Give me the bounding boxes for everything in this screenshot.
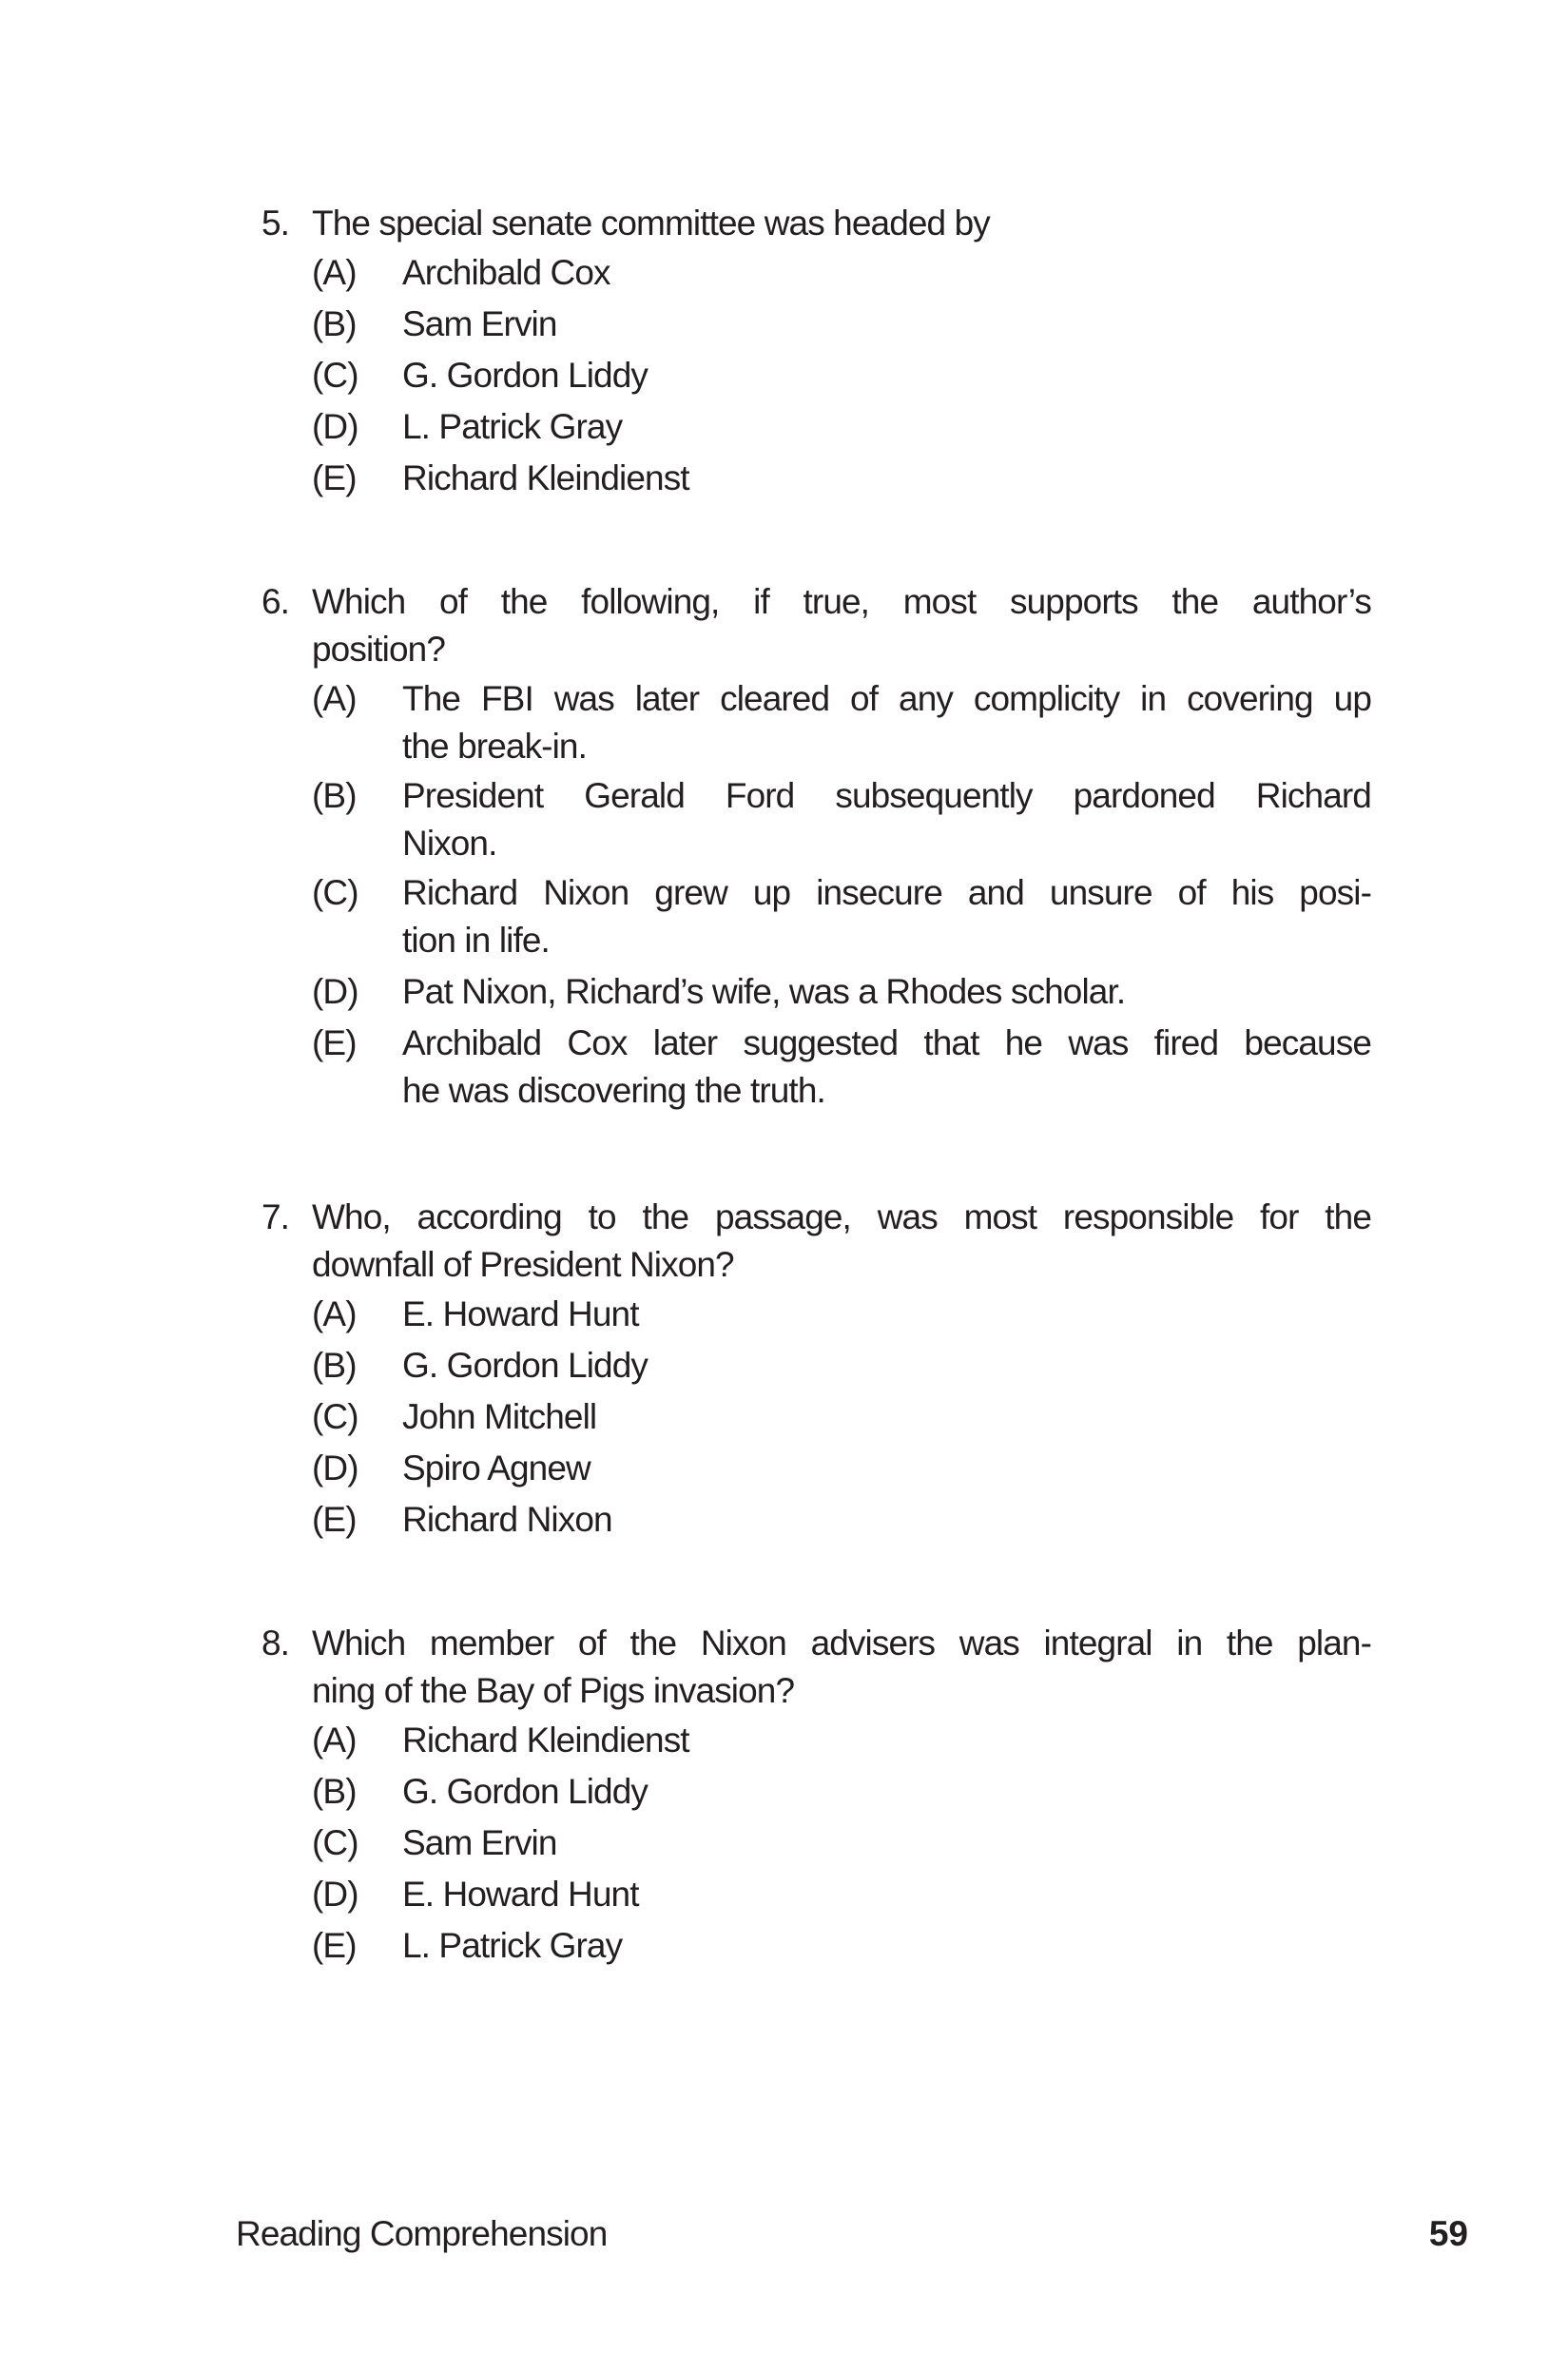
option-text: the break-in. bbox=[402, 727, 587, 766]
option-text: The FBI was later cleared of any complicity in covering up bbox=[402, 679, 1371, 718]
question-number: 7. bbox=[261, 1197, 290, 1236]
option-letter: (D) bbox=[312, 972, 358, 1011]
answer-option bbox=[312, 869, 1371, 964]
option-text: Richard Nixon grew up insecure and unsure of his posi- bbox=[402, 873, 1371, 912]
option-text: L. Patrick Gray bbox=[402, 1926, 623, 1965]
answer-option bbox=[312, 247, 1371, 299]
answer-option bbox=[312, 299, 1371, 350]
answer-option bbox=[312, 453, 1371, 504]
option-letter: (A) bbox=[312, 679, 357, 718]
page-number: 59 bbox=[1428, 2214, 1468, 2253]
question-number: 5. bbox=[261, 204, 290, 243]
answer-option bbox=[312, 772, 1371, 867]
answer-option bbox=[312, 1443, 1371, 1494]
option-text: John Mitchell bbox=[402, 1397, 597, 1436]
option-letter: (C) bbox=[312, 873, 358, 912]
option-text: Nixon. bbox=[402, 824, 497, 863]
question-8 bbox=[261, 1620, 1371, 1972]
option-text: he was discovering the truth. bbox=[402, 1071, 825, 1110]
option-letter: (E) bbox=[312, 1500, 357, 1539]
option-text: E. Howard Hunt bbox=[402, 1875, 639, 1914]
option-letter: (D) bbox=[312, 1449, 358, 1488]
option-letter: (C) bbox=[312, 1823, 358, 1862]
option-text: G. Gordon Liddy bbox=[402, 1772, 648, 1811]
option-letter: (C) bbox=[312, 356, 358, 395]
answer-option bbox=[312, 1340, 1371, 1391]
option-letter: (B) bbox=[312, 1772, 357, 1811]
option-text: tion in life. bbox=[402, 921, 550, 960]
answer-option bbox=[312, 1289, 1371, 1340]
answer-option bbox=[312, 1869, 1371, 1920]
option-letter: (D) bbox=[312, 1875, 358, 1914]
option-letter: (B) bbox=[312, 776, 357, 815]
answer-option bbox=[312, 401, 1371, 453]
answer-option bbox=[312, 1920, 1371, 1972]
option-letter: (E) bbox=[312, 1926, 357, 1965]
option-letter: (A) bbox=[312, 1721, 357, 1760]
option-text: Richard Nixon bbox=[402, 1500, 612, 1539]
footer-section-title: Reading Comprehension bbox=[236, 2214, 608, 2253]
answer-option bbox=[312, 675, 1371, 770]
option-letter: (A) bbox=[312, 1294, 357, 1333]
option-text: E. Howard Hunt bbox=[402, 1294, 639, 1333]
option-letter: (E) bbox=[312, 458, 357, 497]
answer-option bbox=[312, 1391, 1371, 1443]
option-text: G. Gordon Liddy bbox=[402, 356, 648, 395]
answer-option bbox=[312, 1715, 1371, 1766]
option-letter: (A) bbox=[312, 253, 357, 292]
question-6 bbox=[261, 578, 1371, 1117]
option-text: President Gerald Ford subsequently pardoned Richard bbox=[402, 776, 1371, 815]
option-letter: (D) bbox=[312, 407, 358, 446]
answer-option bbox=[312, 1766, 1371, 1818]
question-5 bbox=[261, 200, 1371, 504]
question-stem-line: The special senate committee was headed by bbox=[312, 204, 990, 243]
option-text: Spiro Agnew bbox=[402, 1449, 590, 1488]
option-text: Archibald Cox bbox=[402, 253, 610, 292]
option-text: Richard Kleindienst bbox=[402, 1721, 689, 1760]
option-letter: (B) bbox=[312, 1346, 357, 1385]
option-text: G. Gordon Liddy bbox=[402, 1346, 648, 1385]
answer-option bbox=[312, 350, 1371, 401]
question-stem-line: position? bbox=[312, 630, 446, 669]
option-text: L. Patrick Gray bbox=[402, 407, 623, 446]
question-number: 8. bbox=[261, 1624, 290, 1663]
answer-option bbox=[312, 1020, 1371, 1115]
option-letter: (B) bbox=[312, 304, 357, 343]
question-stem-line: ning of the Bay of Pigs invasion? bbox=[312, 1671, 795, 1710]
answer-option bbox=[312, 966, 1371, 1018]
question-stem-line: downfall of President Nixon? bbox=[312, 1245, 734, 1284]
answer-option bbox=[312, 1818, 1371, 1869]
question-stem-line: Which member of the Nixon advisers was integral in the plan- bbox=[312, 1624, 1371, 1663]
question-stem-line: Who, according to the passage, was most responsible for the bbox=[312, 1197, 1371, 1236]
question-number: 6. bbox=[261, 582, 290, 621]
question-stem-line: Which of the following, if true, most supports the author’s bbox=[312, 582, 1371, 621]
question-7 bbox=[261, 1194, 1371, 1546]
option-letter: (E) bbox=[312, 1023, 357, 1062]
answer-option bbox=[312, 1494, 1371, 1546]
option-text: Sam Ervin bbox=[402, 304, 557, 343]
option-text: Richard Kleindienst bbox=[402, 458, 689, 497]
option-text: Sam Ervin bbox=[402, 1823, 557, 1862]
option-text: Pat Nixon, Richard’s wife, was a Rhodes scholar. bbox=[402, 972, 1126, 1011]
option-text: Archibald Cox later suggested that he was fired because bbox=[402, 1023, 1371, 1062]
option-letter: (C) bbox=[312, 1397, 358, 1436]
